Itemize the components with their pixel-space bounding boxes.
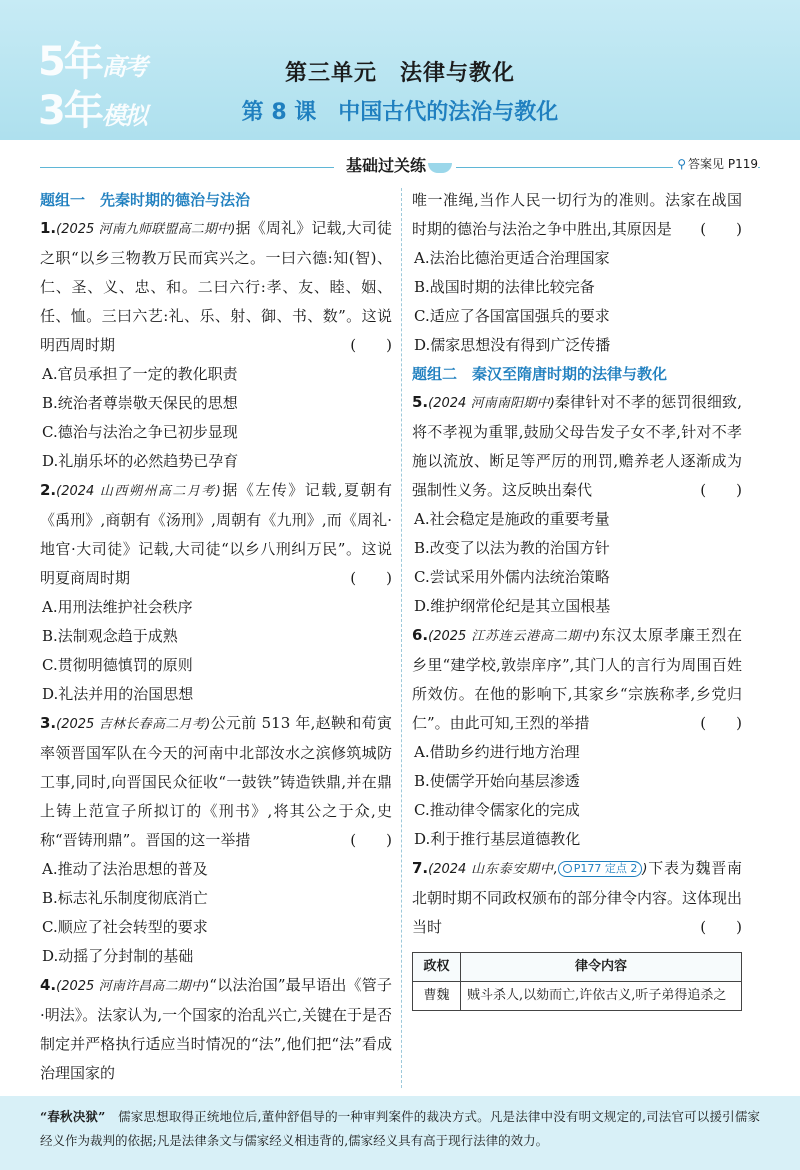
question-source-close: ): [642, 862, 648, 877]
question-3: [40, 709, 392, 971]
question-2: [40, 476, 392, 709]
footer-text: 儒家思想取得正统地位后,董仲舒倡导的一种审判案件的裁决方式。凡是法律中没有明文规定的,司法官可以援引儒家经义作为裁判的依据;凡是法律条文与儒家经义相违背的,儒家经义具有高于现行法律的效力。: [40, 1109, 760, 1148]
option-d[interactable]: D.礼法并用的治国思想: [42, 685, 194, 703]
left-column: [40, 186, 392, 1088]
option-d[interactable]: D.礼崩乐坏的必然趋势已孕育: [42, 452, 239, 470]
question-source: (2025 吉林长春高二月考): [56, 717, 211, 732]
section-bar: [0, 140, 800, 182]
brand-line-2-small: 模拟: [101, 102, 146, 130]
table-row: [413, 982, 742, 1011]
answer-blank[interactable]: ( ): [700, 220, 742, 238]
table-cell: 曹魏: [413, 982, 461, 1011]
header-titles: [0, 56, 800, 126]
option-c[interactable]: C.尝试采用外儒内法统治策略: [414, 568, 610, 586]
option-c[interactable]: C.德治与法治之争已初步显现: [42, 423, 238, 441]
question-source: (2025 河南许昌高二期中): [56, 979, 210, 994]
question-text: 秦律针对不孝的惩罚很细致,将不孝视为重罪,鼓励父母告发子女不孝,针对不孝施以流放、断足等严厉的刑罚,赡养老人逐渐成为强制性义务。这反映出秦代: [412, 393, 742, 499]
brand-line-2: 3年: [38, 88, 102, 134]
question-source: (2024 河南南阳期中): [428, 396, 555, 411]
option-a[interactable]: A.法治比德治更适合治理国家: [414, 249, 610, 267]
question-number: 6.: [412, 626, 429, 644]
law-table: [412, 952, 742, 1011]
table-header-cell: 政权: [413, 953, 461, 982]
option-c[interactable]: C.贯彻明德慎罚的原则: [42, 656, 193, 674]
question-7: [412, 854, 742, 1011]
question-stem: [40, 971, 392, 1088]
question-number: 5.: [412, 393, 429, 411]
question-number: 4.: [40, 976, 57, 994]
question-source: (2024 山东泰安期中,: [428, 862, 558, 877]
question-text: 唯一准绳,当作人民一切行为的准则。法家在战国时期的德治与法治之争中胜出,其原因是: [412, 191, 742, 238]
option-c[interactable]: C.适应了各国富国强兵的要求: [414, 307, 610, 325]
option-b[interactable]: B.标志礼乐制度彻底消亡: [42, 889, 208, 907]
answer-reference-text: 答案见 P119: [688, 157, 758, 171]
option-d[interactable]: D.动摇了分封制的基础: [42, 947, 194, 965]
answer-blank[interactable]: ( ): [700, 918, 742, 936]
option-c[interactable]: C.推动律令儒家化的完成: [414, 801, 580, 819]
question-number: 3.: [40, 714, 57, 732]
question-text: 下表为魏晋南北朝时期不同政权颁布的部分律令内容。这体现出当时: [412, 859, 743, 936]
section-title-text: 基础过关练: [346, 156, 427, 175]
question-source: (2025 江苏连云港高二期中): [428, 629, 601, 644]
search-icon: ⚲: [677, 157, 687, 171]
question-stem: [412, 388, 742, 505]
question-stem: [40, 214, 392, 360]
footer-note: [0, 1096, 800, 1170]
question-text: 据《左传》记载,夏朝有《禹刑》,商朝有《汤刑》,周朝有《九刑》,而《周礼·地官·大司徒》记载,大司徒“以乡八刑纠万民”。这说明夏商周时期: [40, 481, 392, 587]
answer-blank[interactable]: ( ): [700, 714, 742, 732]
reference-text: P177 定点 2: [573, 862, 638, 875]
answer-blank[interactable]: ( ): [350, 336, 392, 354]
question-source: (2024 山西朔州高二月考): [56, 484, 221, 499]
footer-term: “春秋决狱”: [40, 1109, 106, 1124]
question-6: [412, 621, 742, 854]
question-stem: [412, 854, 742, 942]
option-a[interactable]: A.社会稳定是施政的重要考量: [414, 510, 610, 528]
question-text: 据《周礼》记载,大司徒之职“以乡三物教万民而宾兴之。一曰六德:知(智)、仁、圣、义、忠、和。二曰六行:孝、友、睦、姻、任、恤。三曰六艺:礼、乐、射、御、书、数”。这说明西周时期: [40, 219, 392, 354]
question-text: “以法治国”最早语出《管子·明法》。法家认为,一个国家的治乱兴亡,关键在于是否制定并严格执行适应当时情况的“法”,他们把“法”看成治理国家的: [40, 976, 392, 1082]
question-text: 公元前 513 年,赵鞅和荀寅率领晋国军队在今天的河南中北部汝水之滨修筑城防工事,同时,向晋国民众征收“一鼓铁”铸造铁鼎,并在鼎上铸上范宣子所拟订的《刑书》,将其公之于众,史称“晋铸刑鼎”。晋国的这一举措: [40, 714, 392, 849]
option-d[interactable]: D.维护纲常伦纪是其立国根基: [414, 597, 611, 615]
table-header-row: [413, 953, 742, 982]
answer-blank[interactable]: ( ): [350, 569, 392, 587]
reference-icon: [563, 864, 572, 873]
group-heading-2: 题组二 秦汉至隋唐时期的法律与教化: [412, 365, 668, 383]
option-b[interactable]: B.使儒学开始向基层渗透: [414, 772, 580, 790]
right-column: [412, 186, 742, 1011]
question-number: 2.: [40, 481, 57, 499]
brand-line-1-small: 高考: [101, 53, 146, 81]
question-text: 东汉太原孝廉王烈在乡里“建学校,敦崇庠序”,其门人的言行为周围百姓所效仿。在他的影响下,其家乡“宗族称孝,乡党归仁”。由此可知,王烈的举措: [412, 626, 742, 732]
group-heading-1: 题组一 先秦时期的德治与法治: [40, 191, 251, 209]
option-a[interactable]: A.官员承担了一定的教化职责: [42, 365, 238, 383]
table-header-cell: 律令内容: [461, 953, 742, 982]
section-title: [334, 151, 456, 181]
unit-title: 第三单元 法律与教化: [284, 61, 515, 86]
question-5: [412, 388, 742, 621]
answer-blank[interactable]: ( ): [700, 481, 742, 499]
option-a[interactable]: A.用刑法维护社会秩序: [42, 598, 193, 616]
column-divider: [401, 188, 402, 1088]
reference-badge[interactable]: [558, 861, 643, 877]
swoosh-icon: [428, 163, 452, 173]
page-header: [0, 0, 800, 140]
option-d[interactable]: D.儒家思想没有得到广泛传播: [414, 336, 611, 354]
option-b[interactable]: B.改变了以法为教的治国方针: [414, 539, 610, 557]
question-stem: [412, 186, 742, 244]
answer-blank[interactable]: ( ): [350, 831, 392, 849]
option-a[interactable]: A.借助乡约进行地方治理: [414, 743, 580, 761]
brand-line-1: 5年: [38, 39, 102, 85]
lesson-title: 第 8 课 中国古代的法治与教化: [241, 100, 559, 125]
question-stem: [412, 621, 742, 738]
question-source: (2025 河南九师联盟高二期中): [56, 222, 236, 237]
option-a[interactable]: A.推动了法治思想的普及: [42, 860, 208, 878]
table-cell: 贼斗杀人,以劾而亡,许依古义,听子弟得追杀之: [461, 982, 742, 1011]
question-4: [40, 971, 392, 1088]
question-4-continued: [412, 186, 742, 360]
question-stem: [40, 476, 392, 593]
question-number: 7.: [412, 859, 429, 877]
question-1: [40, 214, 392, 476]
option-b[interactable]: B.战国时期的法律比较完备: [414, 278, 595, 296]
answer-reference[interactable]: [673, 155, 758, 172]
option-c[interactable]: C.顺应了社会转型的要求: [42, 918, 208, 936]
option-b[interactable]: B.法制观念趋于成熟: [42, 627, 178, 645]
question-number: 1.: [40, 219, 57, 237]
option-d[interactable]: D.利于推行基层道德教化: [414, 830, 581, 848]
option-b[interactable]: B.统治者尊崇敬天保民的思想: [42, 394, 238, 412]
question-stem: [40, 709, 392, 855]
